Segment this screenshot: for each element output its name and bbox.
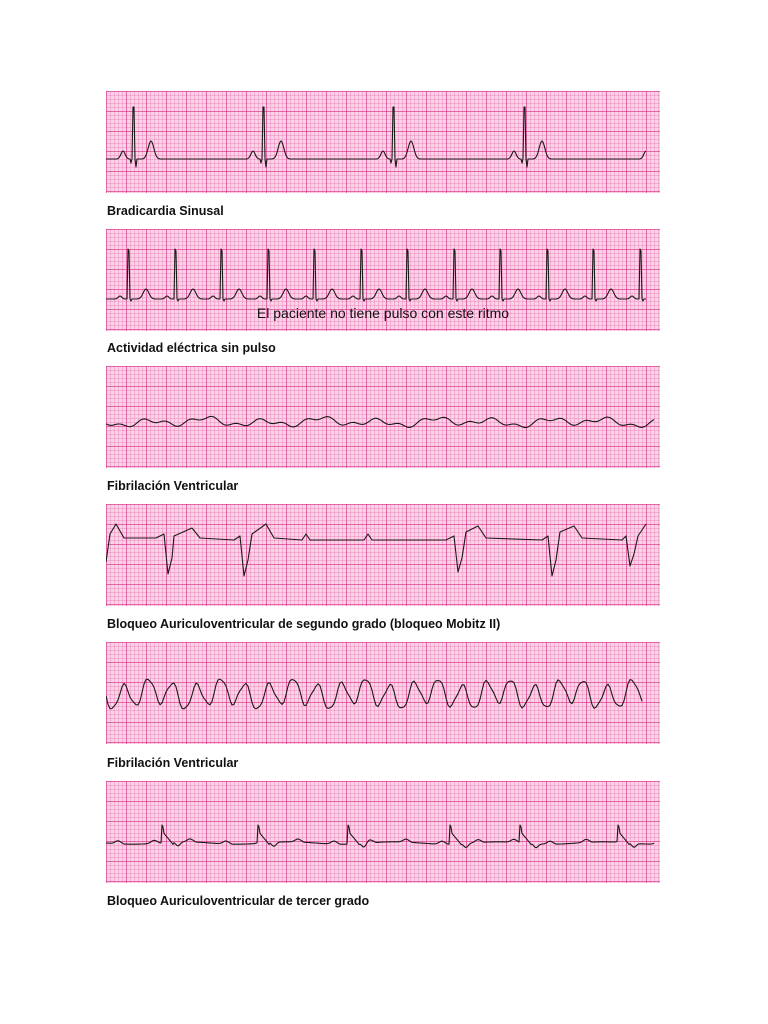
ecg-trace-6 [106, 781, 660, 883]
ecg-trace-1 [106, 91, 660, 193]
ecg-strip-3 [106, 366, 660, 468]
ecg-trace-3 [106, 366, 660, 468]
ecg-caption-2: Actividad eléctrica sin pulso [107, 341, 276, 355]
ecg-trace-4 [106, 504, 660, 606]
ecg-strip-1 [106, 91, 660, 193]
ecg-caption-5: Fibrilación Ventricular [107, 756, 239, 770]
ecg-caption-3: Fibrilación Ventricular [107, 479, 239, 493]
ecg-strip-2 [106, 229, 660, 331]
ecg-strip-5 [106, 642, 660, 744]
ecg-strip-4 [106, 504, 660, 606]
ecg-strip-6 [106, 781, 660, 883]
ecg-caption-1: Bradicardia Sinusal [107, 204, 224, 218]
ecg-caption-4: Bloqueo Auriculoventricular de segundo grado (bloqueo Mobitz II) [107, 617, 501, 631]
ecg-trace-5 [106, 642, 660, 744]
ecg-caption-6: Bloqueo Auriculoventricular de tercer grado [107, 894, 370, 908]
ecg-overlay-note: El paciente no tiene pulso con este ritmo [256, 305, 510, 321]
